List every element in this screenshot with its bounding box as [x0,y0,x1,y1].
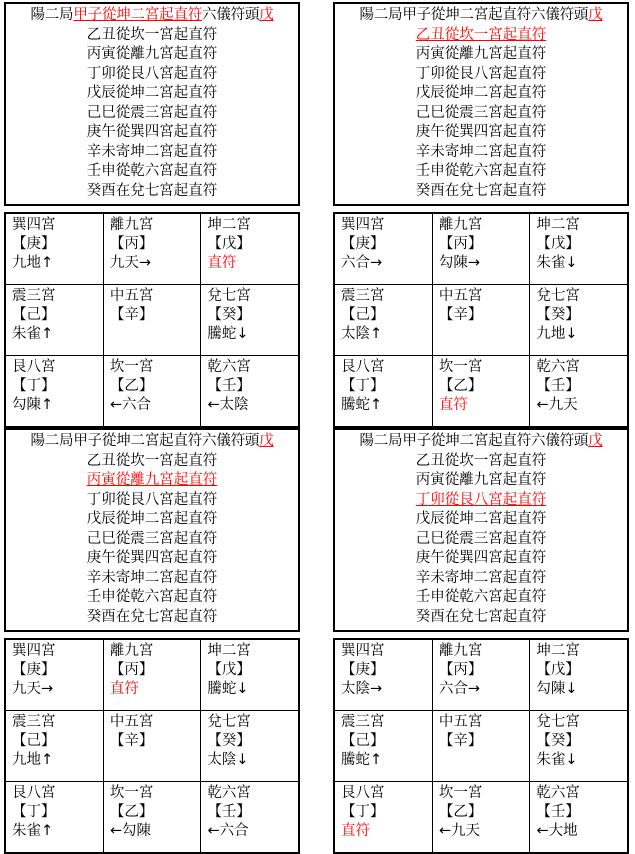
sequence-textbox [333,428,629,632]
palace-stem: 【戊】 [207,236,251,252]
palace-spirit: 騰蛇↑ [341,397,383,413]
palace-cell[interactable] [201,639,299,711]
palace-spirit: 六合→ [341,255,383,271]
sequence-line: 丁卯從艮八宮起直符 [415,491,547,508]
sequence-line: 壬申從乾六宮起直符 [415,163,547,179]
palace-cell[interactable] [334,639,432,711]
nine-palace-grid [333,212,629,428]
palace-stem: 【乙】 [438,804,483,820]
palace-name: 艮八宮 [341,359,385,375]
palace-cell[interactable] [103,213,201,285]
grid-row [334,285,628,356]
grid-row [334,213,628,285]
palace-stem: 【丁】 [12,804,56,820]
palace-cell[interactable] [5,782,103,854]
palace-name: 離九宮 [438,643,483,659]
sequence-line: 丙寅從離九宮起直符 [86,46,218,62]
sequence-line: 乙丑從坎一宮起直符 [415,452,547,469]
palace-name: 中五宮 [438,288,483,304]
palace-name: 離九宮 [109,643,154,659]
palace-cell[interactable] [103,782,201,854]
palace-spirit: ←太陰 [207,397,249,413]
palace-cell[interactable] [432,285,530,356]
sequence-line: 己巳從震三宮起直符 [415,104,547,121]
sequence-line: 癸酉在兌七宮起直符 [86,182,218,199]
palace-stem: 【庚】 [12,236,56,252]
palace-stem: 【壬】 [536,804,580,820]
sequence-line: 乙丑從坎一宮起直符 [415,26,547,43]
palace-stem: 【辛】 [438,733,483,749]
sequence-line: 辛未寄坤二宮起直符 [86,569,218,586]
sequence-line: 庚午從巽四宮起直符 [86,124,218,140]
palace-spirit: ←勾陳 [109,823,152,839]
palace-cell[interactable] [334,356,432,428]
palace-stem: 【戊】 [207,662,251,678]
palace-name: 坤二宮 [536,217,580,233]
palace-spirit: 勾陳→ [438,255,481,271]
palace-spirit: 朱雀↓ [536,752,578,768]
palace-cell[interactable] [5,356,103,428]
grid-row [334,782,628,854]
nine-palace-grid [333,638,629,854]
palace-name: 巽四宮 [341,643,385,659]
sequence-line: 辛未寄坤二宮起直符 [415,143,547,160]
palace-stem: 【癸】 [536,733,580,749]
palace-spirit: 太陰→ [341,681,383,697]
panel-top-right [333,2,629,428]
palace-name: 坎一宮 [109,785,154,801]
sequence-line: 癸酉在兌七宮起直符 [415,608,547,625]
palace-name: 巽四宮 [12,217,56,233]
palace-name: 坎一宮 [109,359,154,375]
palace-cell[interactable] [530,711,628,782]
palace-spirit: 九天→ [12,681,54,697]
highlighted-phrase: 甲子從坤二宮起直符 [73,7,203,23]
palace-cell[interactable] [530,285,628,356]
grid-row [5,356,299,428]
palace-stem: 【己】 [341,307,385,323]
sequence-textbox [333,2,629,206]
panel-top-left [4,2,300,428]
palace-spirit: 太陰↑ [341,326,383,342]
palace-cell[interactable] [334,285,432,356]
palace-cell[interactable] [530,213,628,285]
grid-row [5,782,299,854]
palace-cell[interactable] [530,639,628,711]
palace-cell[interactable] [334,711,432,782]
sequence-line: 壬申從乾六宮起直符 [86,163,218,179]
palace-spirit: 太陰↓ [207,752,249,768]
palace-name: 震三宮 [12,288,56,304]
palace-spirit: 九地↓ [536,326,578,342]
palace-spirit: ←九天 [536,397,578,413]
palace-cell[interactable] [5,711,103,782]
sequence-line: 乙丑從坎一宮起直符 [86,26,218,43]
palace-spirit: 直符 [207,255,237,271]
grid-row [334,711,628,782]
palace-name: 坎一宮 [438,785,483,801]
sequence-line: 壬申從乾六宮起直符 [86,589,218,605]
palace-spirit: 直符 [109,681,139,697]
palace-cell[interactable] [530,356,628,428]
palace-name: 中五宮 [438,714,483,730]
palace-cell[interactable] [5,213,103,285]
sequence-line: 陽二局甲子從坤二宮起直符六儀符頭戊 [30,7,274,23]
palace-name: 中五宮 [109,714,154,730]
palace-cell[interactable] [5,285,103,356]
palace-cell[interactable] [103,711,201,782]
sequence-line: 丙寅從離九宮起直符 [415,46,547,62]
palace-name: 離九宮 [438,217,483,233]
palace-stem: 【丙】 [109,236,154,252]
palace-stem: 【壬】 [536,378,580,394]
palace-spirit: 直符 [341,823,370,839]
sequence-line: 己巳從震三宮起直符 [86,530,218,547]
palace-spirit: 勾陳↓ [536,681,578,697]
palace-name: 乾六宮 [207,359,251,375]
palace-spirit: 九地↑ [12,255,54,271]
palace-stem: 【丙】 [438,236,483,252]
palace-cell[interactable] [334,213,432,285]
palace-name: 坤二宮 [536,643,580,659]
sequence-line: 乙丑從坎一宮起直符 [86,452,218,469]
palace-cell[interactable] [103,639,201,711]
palace-name: 乾六宮 [536,785,580,801]
palace-spirit: 朱雀↑ [12,823,54,839]
palace-cell[interactable] [334,782,432,854]
palace-stem: 【戊】 [536,662,580,678]
palace-name: 震三宮 [12,714,56,730]
palace-name: 坤二宮 [207,643,251,659]
palace-stem: 【丁】 [341,804,385,820]
palace-stem: 【癸】 [207,733,251,749]
palace-spirit: 九天→ [109,255,152,271]
palace-spirit: ←六合 [109,397,152,413]
sequence-textbox [4,428,300,632]
palace-cell[interactable] [103,356,201,428]
palace-name: 艮八宮 [341,785,385,801]
sequence-line: 戊辰從坤二宮起直符 [86,85,218,101]
sequence-line: 戊辰從坤二宮起直符 [86,511,218,527]
palace-name: 中五宮 [109,288,154,304]
palace-cell[interactable] [201,213,299,285]
符頭-stem: 戊 [259,7,274,23]
palace-cell[interactable] [530,782,628,854]
palace-name: 坎一宮 [438,359,483,375]
grid-row [5,213,299,285]
palace-spirit: ←六合 [207,823,249,839]
sequence-line: 辛未寄坤二宮起直符 [415,569,547,586]
sequence-line: 丁卯從艮八宮起直符 [86,491,218,508]
sequence-textbox [4,2,300,206]
grid-row [334,356,628,428]
palace-stem: 【庚】 [341,662,385,678]
palace-spirit: ←大地 [536,823,578,839]
palace-spirit: 九地↑ [12,752,54,768]
palace-cell[interactable] [103,285,201,356]
palace-spirit: 騰蛇↑ [341,752,383,768]
palace-stem: 【乙】 [438,378,483,394]
nine-palace-grid [4,638,300,854]
palace-cell[interactable] [201,782,299,854]
grid-row [5,285,299,356]
palace-name: 艮八宮 [12,359,56,375]
palace-stem: 【乙】 [109,378,154,394]
grid-row [5,639,299,711]
palace-spirit: 朱雀↑ [12,326,54,342]
palace-spirit: 勾陳↑ [12,397,54,413]
palace-stem: 【癸】 [207,307,251,323]
palace-cell[interactable] [432,356,530,428]
sequence-line: 丙寅從離九宮起直符 [86,472,218,488]
grid-row [5,711,299,782]
palace-name: 兌七宮 [536,714,580,730]
sequence-line: 庚午從巽四宮起直符 [415,124,547,140]
palace-stem: 【己】 [341,733,385,749]
palace-name: 乾六宮 [207,785,251,801]
palace-cell[interactable] [432,213,530,285]
palace-cell[interactable] [432,711,530,782]
sequence-line: 陽二局甲子從坤二宮起直符六儀符頭戊 [359,7,603,23]
palace-name: 兌七宮 [536,288,580,304]
sequence-line: 庚午從巽四宮起直符 [86,550,218,566]
palace-spirit: 朱雀↓ [536,255,578,271]
panel-bottom-left [4,428,300,854]
palace-cell[interactable] [432,782,530,854]
palace-spirit: 直符 [438,397,468,413]
palace-name: 震三宮 [341,288,385,304]
palace-stem: 【戊】 [536,236,580,252]
sequence-line: 壬申從乾六宮起直符 [415,589,547,605]
palace-spirit: 騰蛇↓ [207,326,249,342]
palace-cell[interactable] [201,356,299,428]
palace-stem: 【壬】 [207,378,251,394]
palace-name: 巽四宮 [341,217,385,233]
palace-spirit: 六合→ [438,681,481,697]
palace-name: 震三宮 [341,714,385,730]
sequence-line: 己巳從震三宮起直符 [86,104,218,121]
符頭-stem: 戊 [588,433,603,449]
sequence-line: 戊辰從坤二宮起直符 [415,85,547,101]
palace-stem: 【庚】 [12,662,56,678]
palace-name: 坤二宮 [207,217,251,233]
nine-palace-grid [4,212,300,428]
符頭-stem: 戊 [259,433,274,449]
palace-cell[interactable] [432,639,530,711]
palace-stem: 【己】 [12,733,56,749]
palace-stem: 【癸】 [536,307,580,323]
palace-cell[interactable] [201,711,299,782]
sequence-line: 丁卯從艮八宮起直符 [415,65,547,82]
palace-name: 乾六宮 [536,359,580,375]
sequence-line: 辛未寄坤二宮起直符 [86,143,218,160]
sequence-line: 陽二局甲子從坤二宮起直符六儀符頭戊 [359,433,603,449]
palace-stem: 【乙】 [109,804,154,820]
palace-spirit: 騰蛇↓ [207,681,249,697]
sequence-line: 癸酉在兌七宮起直符 [415,182,547,199]
palace-name: 離九宮 [109,217,154,233]
palace-name: 兌七宮 [207,714,251,730]
palace-stem: 【丙】 [438,662,483,678]
palace-cell[interactable] [201,285,299,356]
sequence-line: 戊辰從坤二宮起直符 [415,511,547,527]
sequence-line: 癸酉在兌七宮起直符 [86,608,218,625]
符頭-stem: 戊 [588,7,603,23]
palace-stem: 【庚】 [341,236,385,252]
palace-stem: 【丁】 [12,378,56,394]
sequence-line: 陽二局甲子從坤二宮起直符六儀符頭戊 [30,433,274,449]
sequence-line: 丙寅從離九宮起直符 [415,472,547,488]
panel-bottom-right [333,428,629,854]
palace-stem: 【丁】 [341,378,385,394]
palace-name: 兌七宮 [207,288,251,304]
sequence-line: 丁卯從艮八宮起直符 [86,65,218,82]
palace-name: 艮八宮 [12,785,56,801]
sequence-line: 庚午從巽四宮起直符 [415,550,547,566]
palace-stem: 【辛】 [438,307,483,323]
palace-spirit: ←九天 [438,823,481,839]
palace-stem: 【辛】 [109,307,154,323]
palace-name: 巽四宮 [12,643,56,659]
grid-row [334,639,628,711]
palace-stem: 【丙】 [109,662,154,678]
palace-stem: 【壬】 [207,804,251,820]
sequence-line: 己巳從震三宮起直符 [415,530,547,547]
palace-stem: 【己】 [12,307,56,323]
palace-cell[interactable] [5,639,103,711]
palace-stem: 【辛】 [109,733,154,749]
